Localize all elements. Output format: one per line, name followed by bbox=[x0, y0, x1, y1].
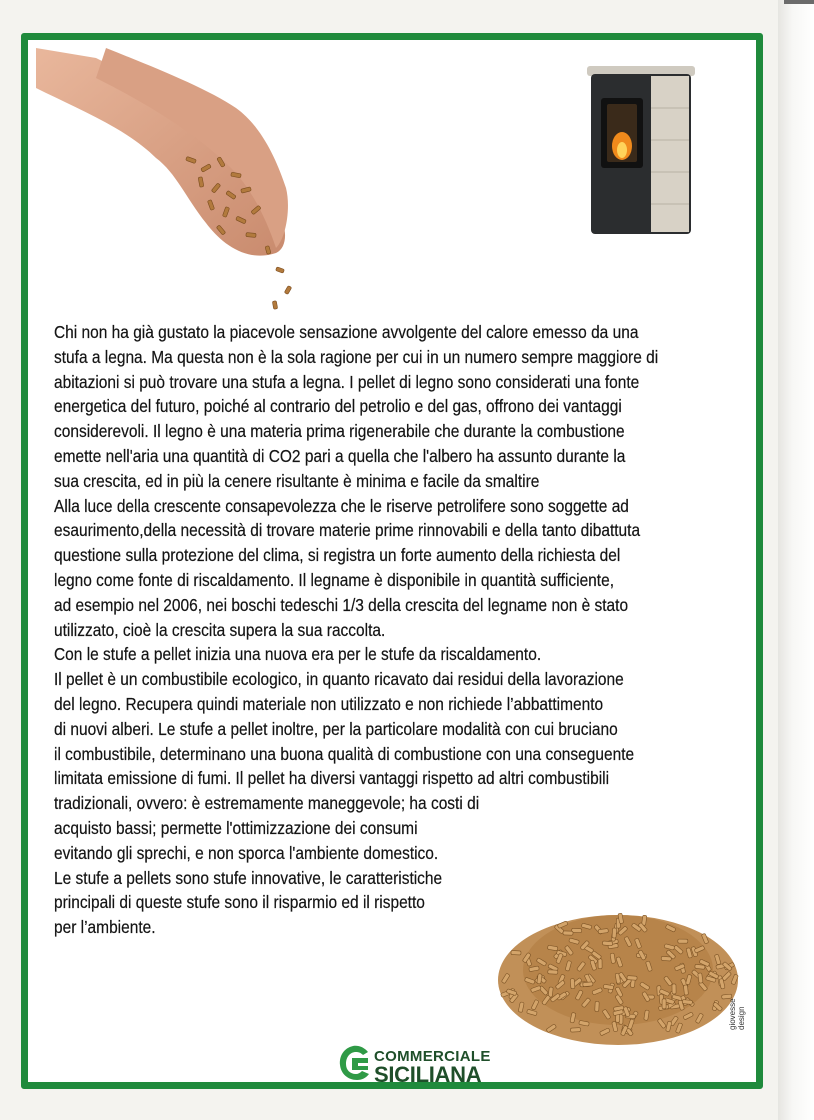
logo-line1: COMMERCIALE bbox=[374, 1048, 491, 1065]
page-edge-tick bbox=[784, 0, 814, 4]
article-line: principali di queste stufe sono il risparmio ed il rispetto bbox=[54, 892, 425, 913]
article-line: evitando gli sprechi, e non sporca l'ambiente domestico. bbox=[54, 842, 439, 863]
article-line: emette nell'aria una quantità di CO2 pari a quella che l'albero ha assunto durante la bbox=[54, 445, 626, 466]
article-line: sua crescita, ed in più la cenere risultante è minima e facile da smaltire bbox=[54, 470, 540, 491]
designer-credit: giovesse design bbox=[728, 998, 746, 1030]
article-line: energetica del futuro, poiché al contrario del petrolio e del gas, offrono dei vantaggi bbox=[54, 396, 622, 417]
article-line: Le stufe a pellets sono stufe innovative, le caratteristiche bbox=[54, 867, 443, 888]
article-line: Chi non ha già gustato la piacevole sensazione avvolgente del calore emesso da una bbox=[54, 322, 639, 342]
hands-with-pellets-image bbox=[36, 48, 336, 348]
article-line: per l’ambiente. bbox=[54, 917, 156, 938]
article-line: di nuovi alberi. Le stufe a pellet inoltre, per la particolare modalità con cui bruciano bbox=[54, 718, 618, 739]
page-edge bbox=[778, 0, 814, 1120]
article-line: considerevoli. Il legno è una materia prima rigenerabile che durante la combustione bbox=[54, 421, 625, 442]
logo-cs-mark-icon bbox=[338, 1044, 372, 1082]
article-line: utilizzato, cioè la crescita supera la sua raccolta. bbox=[54, 619, 386, 640]
article-line: stufa a legna. Ma questa non è la sola ragione per cui in un numero sempre maggiore di bbox=[54, 346, 659, 367]
article-line: tradizionali, ovvero: è estremamente maneggevole; ha costi di bbox=[54, 793, 480, 814]
article-line: del legno. Recupera quindi materiale non utilizzato e non richiede l’abbattimento bbox=[54, 693, 604, 714]
logo-line2: SICILIANA bbox=[374, 1062, 482, 1087]
green-frame bbox=[21, 33, 763, 1089]
article-line: Il pellet è un combustibile ecologico, in quanto ricavato dai residui della lavorazione bbox=[54, 669, 624, 690]
commerciale-siciliana-logo bbox=[338, 1040, 538, 1088]
article-line: il combustibile, determinano una buona qualità di combustione con una conseguente bbox=[54, 743, 635, 764]
pellet-pile-image bbox=[478, 860, 758, 1060]
article-line: legno come fonte di riscaldamento. Il legname è disponibile in quantità sufficiente, bbox=[54, 569, 615, 590]
article-text bbox=[54, 320, 661, 940]
article-line: limitata emissione di fumi. Il pellet ha diversi vantaggi rispetto ad altri combustibili bbox=[54, 768, 610, 789]
article-line: ad esempio nel 2006, nei boschi tedeschi 1/3 della crescita del legname non è stato bbox=[54, 594, 629, 615]
article-line: questione sulla protezione del clima, si registra un forte aumento della richiesta del bbox=[54, 545, 621, 566]
article-line: acquisto bassi; permette l'ottimizzazione dei consumi bbox=[54, 817, 418, 838]
pellet-stove-image bbox=[581, 60, 701, 240]
article-line: Con le stufe a pellet inizia una nuova era per le stufe da riscaldamento. bbox=[54, 644, 542, 665]
article-line: esaurimento,della necessità di trovare materie prime rinnovabili e della tanto dibattuta bbox=[54, 520, 641, 541]
article-line: Alla luce della crescente consapevolezza che le riserve petrolifere sono soggette ad bbox=[54, 495, 629, 516]
article-line: abitazioni si può trovare una stufa a legna. I pellet di legno sono considerati una fonte bbox=[54, 371, 640, 392]
